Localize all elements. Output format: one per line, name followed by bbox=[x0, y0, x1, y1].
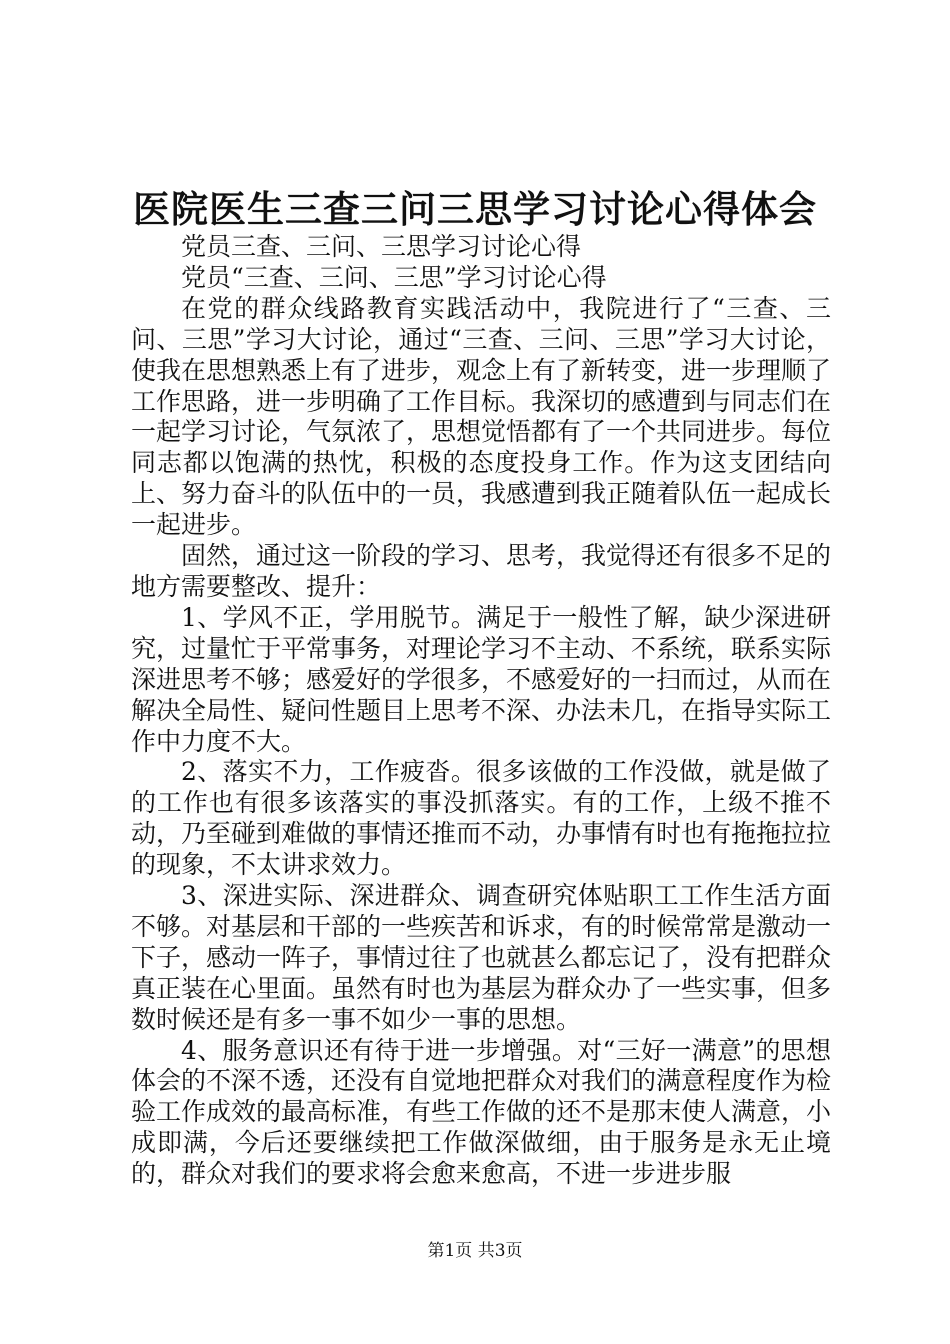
paragraph: 党员“三查、三问、三思”学习讨论心得 bbox=[181, 262, 607, 292]
paragraph: 党员三查、三问、三思学习讨论心得 bbox=[181, 232, 582, 261]
paragraph: 1、学风不正，学用脱节。满足于一般性了解，缺少深进研究，过量忙于平常事务，对理论学习不主动、不系统，联系实际深进思考不够；感爱好的学很多，不感爱好的一扫而过，从而在解决全局性、疑问性题目上思考不深、办法未几，在指导实际工作中力度不大。 bbox=[131, 602, 832, 756]
paragraph: 在党的群众线路教育实践活动中，我院进行了“三查、三问、三思”学习大讨论，通过“三查、三问、三思”学习大讨论，使我在思想熟悉上有了进步，观念上有了新转变，进一步理顺了工作思路，进一步明确了工作目标。我深切的感遭到与同志们在一起学习讨论，气氛浓了，思想觉悟都有了一个共同进步。每位同志都以饱满的热忱，积极的态度投身工作。作为这支团结向上、努力奋斗的队伍中的一员，我感遭到我正随着队伍一起成长一起进步。 bbox=[131, 293, 832, 540]
page-number-footer: 第1页 共3页 bbox=[427, 1241, 523, 1261]
paragraph: 2、落实不力，工作疲沓。很多该做的工作没做，就是做了的工作也有很多该落实的事没抓落实。有的工作，上级不推不动，乃至碰到难做的事情还推而不动，办事情有时也有拖拖拉拉的现象，不太讲求效力。 bbox=[131, 757, 832, 880]
paragraph: 固然，通过这一阶段的学习、思考，我觉得还有很多不足的地方需要整改、提升： bbox=[131, 541, 832, 601]
paragraph: 4、服务意识还有待于进一步增强。对“三好一满意”的思想体会的不深不透，还没有自觉地把群众对我们的满意程度作为检验工作成效的最高标准，有些工作做的还不是那末使人满意，小成即满，今后还要继续把工作做深做细，由于服务是永无止境的，群众对我们的要求将会愈来愈高，不进一步进步服 bbox=[131, 1035, 832, 1189]
document-title: 医院医生三查三问三思学习讨论心得体会 bbox=[133, 187, 817, 231]
paragraph: 3、深进实际、深进群众、调查研究体贴职工工作生活方面不够。对基层和干部的一些疾苦和诉求，有的时候常常是激动一下子，感动一阵子，事情过往了也就甚么都忘记了，没有把群众真正装在心里面。虽然有时也为基层为群众办了一些实事，但多数时候还是有多一事不如少一事的思想。 bbox=[131, 881, 832, 1034]
document-body bbox=[131, 232, 831, 1190]
